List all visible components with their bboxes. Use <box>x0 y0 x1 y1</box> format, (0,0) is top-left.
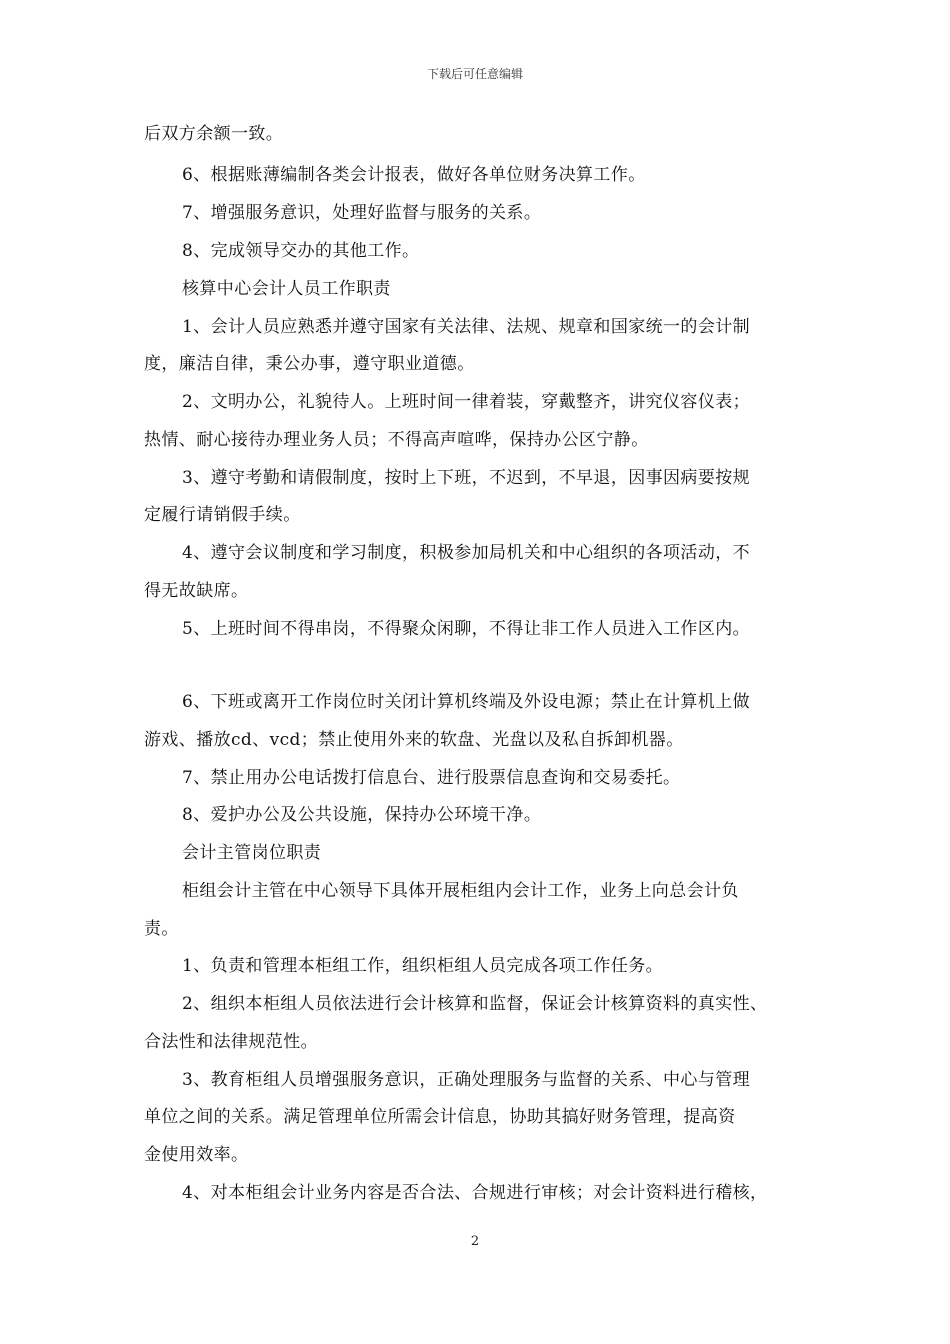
text-line: 8、爱护办公及公共设施，保持办公环境干净。 <box>182 805 542 825</box>
text-line: 1、负责和管理本柜组工作，组织柜组人员完成各项工作任务。 <box>182 956 664 976</box>
text-line: 度，廉洁自律，秉公办事，遵守职业道德。 <box>144 354 475 374</box>
text-line: 8、完成领导交办的其他工作。 <box>182 241 420 261</box>
text-line: 责。 <box>144 919 179 939</box>
text-line: 单位之间的关系。满足管理单位所需会计信息，协助其搞好财务管理，提高资 <box>144 1107 736 1127</box>
text-line: 金使用效率。 <box>144 1145 249 1165</box>
text-line: 2、组织本柜组人员依法进行会计核算和监督，保证会计核算资料的真实性、 <box>182 994 768 1014</box>
text-line: 后双方余额一致。 <box>144 124 284 144</box>
text-line: 热情、耐心接待办理业务人员；不得高声喧哗，保持办公区宁静。 <box>144 430 649 450</box>
section-heading: 核算中心会计人员工作职责 <box>182 279 391 299</box>
text-line: 7、增强服务意识，处理好监督与服务的关系。 <box>182 203 542 223</box>
text-line: 4、遵守会议制度和学习制度，积极参加局机关和中心组织的各项活动，不 <box>182 543 751 563</box>
section-heading: 会计主管岗位职责 <box>182 843 322 863</box>
text-line: 1、会计人员应熟悉并遵守国家有关法律、法规、规章和国家统一的会计制 <box>182 317 751 337</box>
text-line: 4、对本柜组会计业务内容是否合法、合规进行审核；对会计资料进行稽核， <box>182 1183 768 1203</box>
text-line: 3、遵守考勤和请假制度，按时上下班，不迟到，不早退，因事因病要按规 <box>182 468 751 488</box>
text-line: 2、文明办公，礼貌待人。上班时间一律着装，穿戴整齐，讲究仪容仪表； <box>182 392 751 412</box>
page-header: 下载后可任意编辑 <box>426 67 523 81</box>
text-line: 6、根据账薄编制各类会计报表，做好各单位财务决算工作。 <box>182 165 646 185</box>
page-number: 2 <box>470 1234 480 1249</box>
text-line: 得无故缺席。 <box>144 581 249 601</box>
text-line: 7、禁止用办公电话拨打信息台、进行股票信息查询和交易委托。 <box>182 768 681 788</box>
text-line: 3、教育柜组人员增强服务意识，正确处理服务与监督的关系、中心与管理 <box>182 1070 751 1090</box>
text-line: 5、上班时间不得串岗，不得聚众闲聊，不得让非工作人员进入工作区内。 <box>182 619 751 639</box>
text-line: 游戏、播放cd、vcd；禁止使用外来的软盘、光盘以及私自拆卸机器。 <box>144 730 684 750</box>
text-line: 合法性和法律规范性。 <box>144 1032 318 1052</box>
text-line: 柜组会计主管在中心领导下具体开展柜组内会计工作，业务上向总会计负 <box>182 881 739 901</box>
text-line: 定履行请销假手续。 <box>144 505 301 525</box>
text-line: 6、下班或离开工作岗位时关闭计算机终端及外设电源；禁止在计算机上做 <box>182 692 751 712</box>
